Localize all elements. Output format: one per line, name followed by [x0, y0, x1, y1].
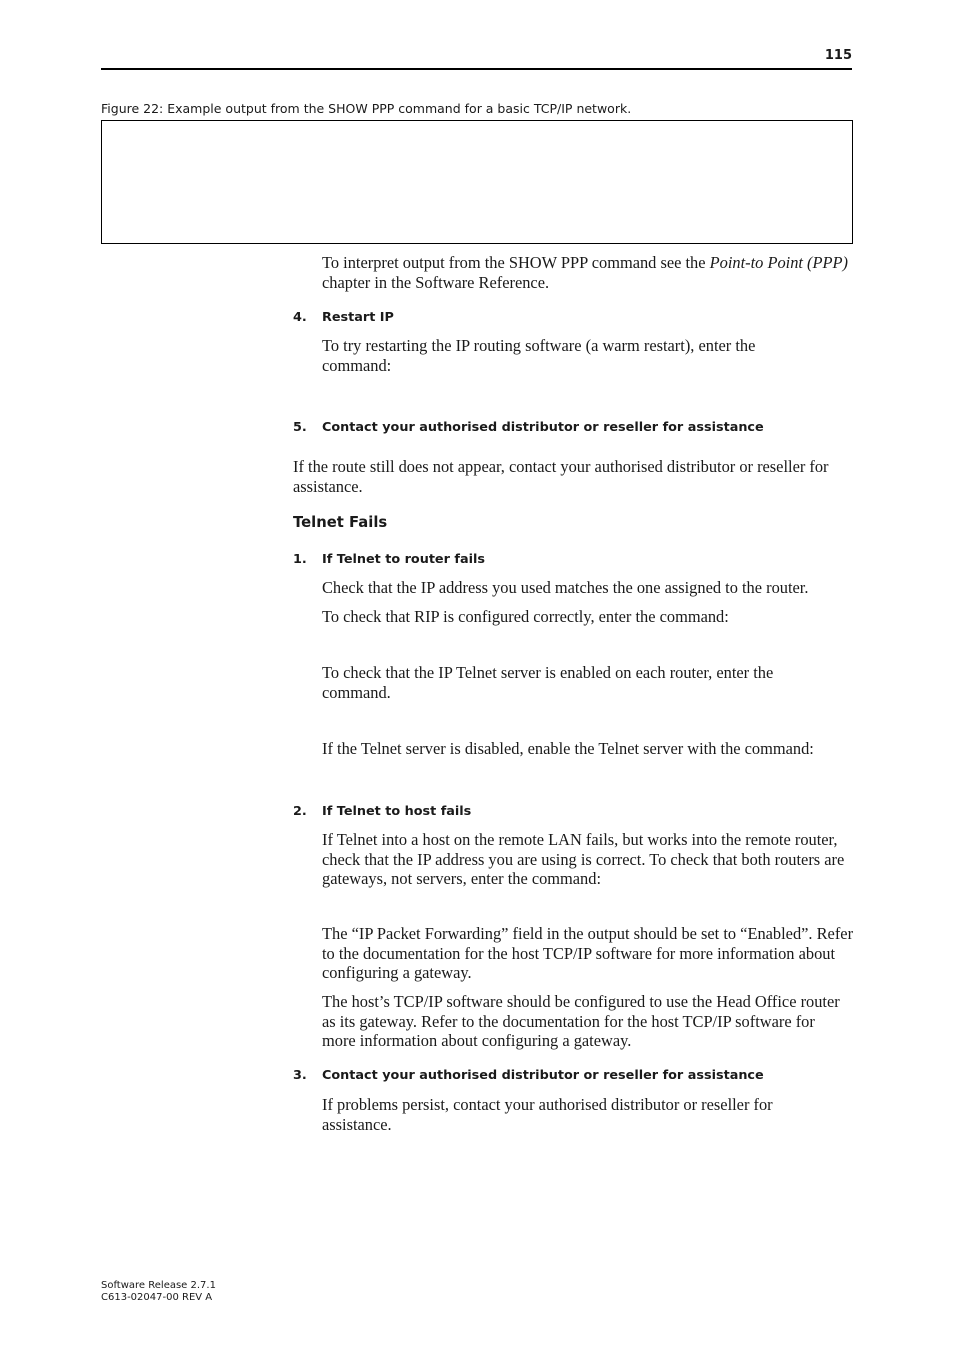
step-paragraph: The “IP Packet Forwarding” field in the output should be set to “Enabled”. Refer to the documentation for the host TCP/IP software for more information about configuring a gateway.	[322, 924, 854, 982]
figure-output-box	[101, 120, 853, 244]
page-number: 115	[824, 48, 852, 63]
interpret-text-before: To interpret output from the SHOW PPP command see the	[322, 253, 710, 272]
header-rule	[101, 68, 852, 70]
step-number: 5.	[293, 420, 307, 435]
step-title: Contact your authorised distributor or reseller for assistance	[322, 420, 764, 435]
step-title: Contact your authorised distributor or reseller for assistance	[322, 1068, 764, 1083]
step-paragraph: If the Telnet server is disabled, enable the Telnet server with the command:	[322, 739, 814, 758]
step-paragraph: If Telnet into a host on the remote LAN fails, but works into the remote router, check that the IP address you are using is correct. To check that both routers are gateways, not servers, enter the command:	[322, 830, 845, 888]
step-title: If Telnet to router fails	[322, 552, 485, 567]
step-paragraph: To try restarting the IP routing software (a warm restart), enter the command:	[322, 336, 756, 375]
step-number: 3.	[293, 1068, 307, 1083]
footer-doc-number: C613-02047-00 REV A	[101, 1292, 213, 1303]
figure-caption: Figure 22: Example output from the SHOW PPP command for a basic TCP/IP network.	[101, 101, 632, 116]
step-title: Restart IP	[322, 310, 394, 325]
step-number: 1.	[293, 552, 307, 567]
step-paragraph: The host’s TCP/IP software should be configured to use the Head Office router as its gateway. Refer to the documentation for the host TCP/IP software for more information about configuring a gateway.	[322, 992, 840, 1050]
step-number: 4.	[293, 310, 307, 325]
step-title: If Telnet to host fails	[322, 804, 472, 819]
step-paragraph: If problems persist, contact your authorised distributor or reseller for assistance.	[322, 1095, 773, 1134]
step-paragraph: To check that the IP Telnet server is enabled on each router, enter the command.	[322, 663, 774, 702]
section-heading: Telnet Fails	[293, 514, 388, 531]
footer-release: Software Release 2.7.1	[101, 1280, 216, 1291]
step-number: 2.	[293, 804, 307, 819]
interpret-chapter-reference: Point-to Point (PPP)	[709, 253, 849, 272]
step-paragraph: Check that the IP address you used matches the one assigned to the router.	[322, 578, 809, 597]
step-paragraph: To check that RIP is configured correctly, enter the command:	[322, 607, 729, 626]
interpret-paragraph	[322, 253, 852, 292]
route-paragraph: If the route still does not appear, contact your authorised distributor or reseller for assistance.	[293, 457, 829, 496]
interpret-text-after: chapter in the Software Reference.	[322, 272, 550, 292]
